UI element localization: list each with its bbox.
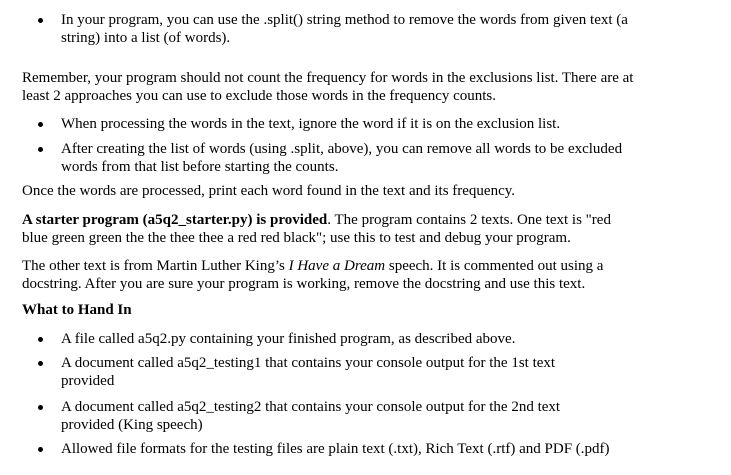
bullet-dot (38, 18, 43, 23)
bullet-dot (38, 337, 43, 342)
starter-para-line2: blue green green the the thee thee a red red black"; use this to test and debug your program. (22, 230, 571, 246)
hand-in-bullet-2-line1: A document called a5q2_testing1 that contains your console output for the 1st text (61, 355, 556, 371)
remember-para-line1: Remember, your program should not count the frequency for words in the exclusions list. There are at (22, 70, 634, 86)
approach-bullet-2-line2: words from that list before starting the counts. (61, 159, 339, 175)
intro-bullet-line1: In your program, you can use the .split() string method to remove the words from given text (a (61, 12, 628, 28)
intro-bullet-line2: string) into a list (of words). (61, 30, 231, 46)
bullet-dot (38, 447, 43, 452)
king-para-pre: The other text is from Martin Luther King’s (22, 258, 289, 274)
approach-bullet-1: When processing the words in the text, ignore the word if it is on the exclusion list. (61, 116, 561, 132)
king-para-post: speech. It is commented out using a (385, 258, 604, 274)
approach-bullet-2-line1: After creating the list of words (using .split, above), you can remove all words to be excluded (61, 141, 623, 157)
starter-program-label: A starter program (a5q2_starter.py) is provided (22, 212, 328, 228)
hand-in-bullet-3-line2: provided (King speech) (61, 417, 203, 433)
king-para-line2: docstring. After you are sure your program is working, remove the docstring and use this text. (22, 276, 586, 292)
starter-para-line1 (22, 211, 611, 229)
remember-para-line2: least 2 approaches you can use to exclude those words in the frequency counts. (22, 88, 497, 104)
hand-in-bullet-2-line2: provided (61, 373, 115, 389)
hand-in-bullet-4: Allowed file formats for the testing files are plain text (.txt), Rich Text (.rtf) and PDF (.pdf) (61, 441, 610, 457)
hand-in-heading: What to Hand In (22, 302, 132, 318)
hand-in-bullet-1: A file called a5q2.py containing your finished program, as described above. (61, 331, 516, 347)
speech-title: I Have a Dream (288, 258, 386, 274)
starter-para-rest: . The program contains 2 texts. One text is "red (327, 212, 611, 228)
processed-para: Once the words are processed, print each word found in the text and its frequency. (22, 183, 516, 199)
bullet-dot (38, 405, 43, 410)
bullet-dot (38, 122, 43, 127)
hand-in-bullet-3-line1: A document called a5q2_testing2 that contains your console output for the 2nd text (61, 399, 561, 415)
bullet-dot (38, 361, 43, 366)
king-para-line1 (22, 257, 603, 275)
bullet-dot (38, 147, 43, 152)
